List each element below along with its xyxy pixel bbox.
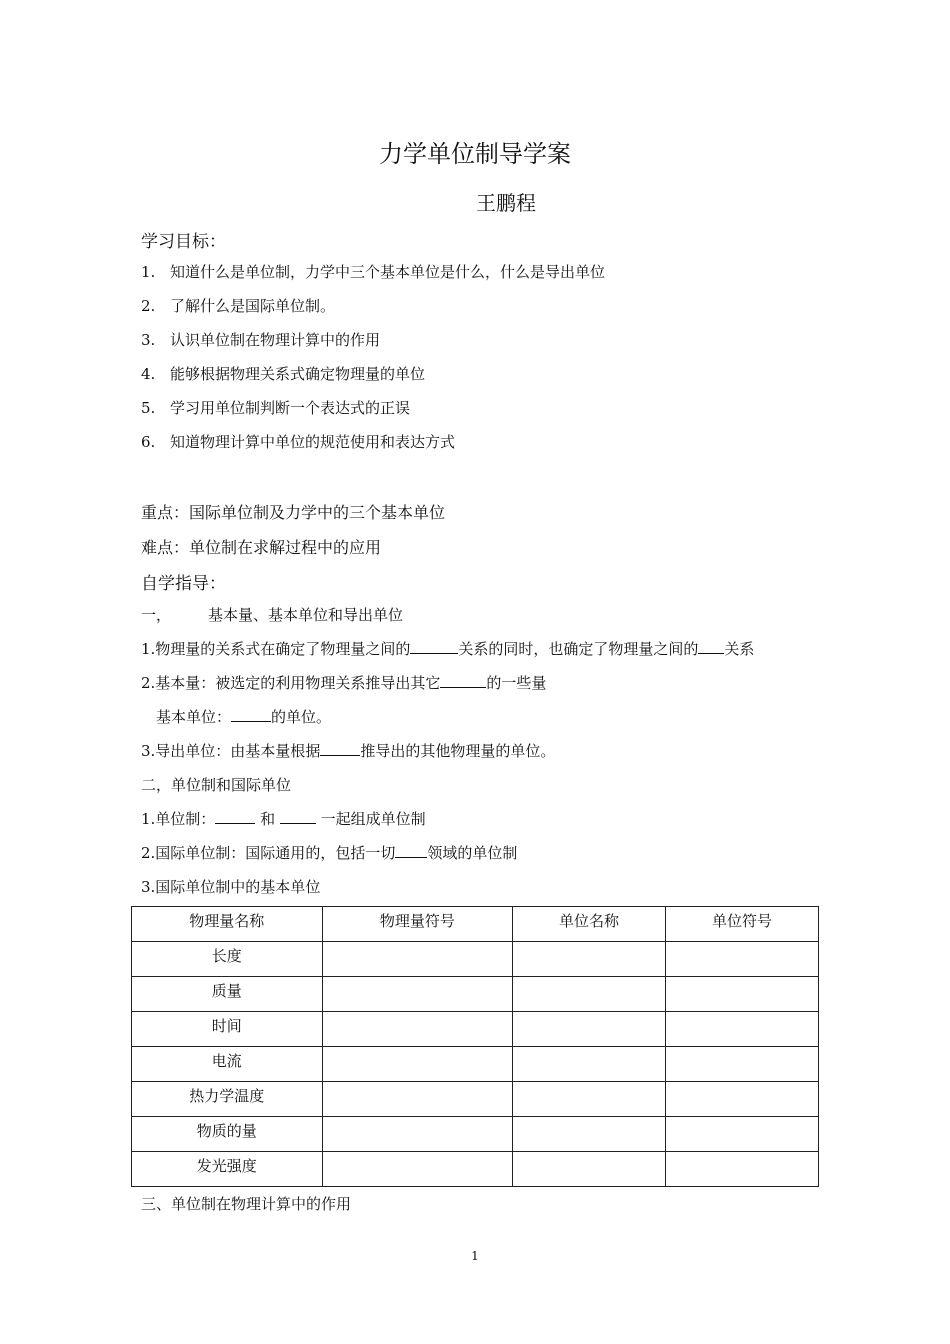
difficulty: 难点：单位制在求解过程中的应用 xyxy=(141,538,382,557)
table-row xyxy=(132,1117,819,1152)
document-title: 力学单位制导学案 xyxy=(379,140,571,168)
table-row xyxy=(132,1012,819,1047)
objective-item: 1. 知道什么是单位制，力学中三个基本单位是什么，什么是导出单位 xyxy=(141,263,606,281)
author-name: 王鹏程 xyxy=(476,191,536,215)
blank-cell[interactable] xyxy=(666,1117,819,1152)
section-2-question-3: 3.国际单位制中的基本单位 xyxy=(141,878,321,896)
column-header: 单位名称 xyxy=(513,907,666,942)
objective-item: 3. 认识单位制在物理计算中的作用 xyxy=(141,331,381,349)
objective-item: 4. 能够根据物理关系式确定物理量的单位 xyxy=(141,365,426,383)
quantity-name-cell: 质量 xyxy=(132,977,323,1012)
blank-cell[interactable] xyxy=(666,977,819,1012)
si-base-units-table xyxy=(131,906,819,1187)
blank-cell[interactable] xyxy=(513,1152,666,1187)
guide-heading: 自学指导： xyxy=(141,574,226,594)
column-header: 物理量符号 xyxy=(322,907,513,942)
objective-item: 6. 知道物理计算中单位的规范使用和表达方式 xyxy=(141,433,456,451)
page-number: 1 xyxy=(471,1249,479,1263)
quantity-name-cell: 热力学温度 xyxy=(132,1082,323,1117)
fill-blank[interactable] xyxy=(410,639,458,654)
table-row xyxy=(132,1047,819,1082)
blank-cell[interactable] xyxy=(513,942,666,977)
section-2-heading: 二，单位制和国际单位 xyxy=(141,776,292,794)
blank-cell[interactable] xyxy=(322,1117,513,1152)
quantity-name-cell: 发光强度 xyxy=(132,1152,323,1187)
question-2-sub: 基本单位： 的单位。 xyxy=(156,708,332,726)
column-header: 物理量名称 xyxy=(132,907,323,942)
blank-cell[interactable] xyxy=(322,1082,513,1117)
fill-blank[interactable] xyxy=(395,843,427,858)
blank-cell[interactable] xyxy=(666,1152,819,1187)
blank-cell[interactable] xyxy=(322,977,513,1012)
blank-cell[interactable] xyxy=(322,1152,513,1187)
objective-item: 2. 了解什么是国际单位制。 xyxy=(141,297,336,315)
table-row xyxy=(132,977,819,1012)
quantity-name-cell: 物质的量 xyxy=(132,1117,323,1152)
quantity-name-cell: 长度 xyxy=(132,942,323,977)
question-2: 2.基本量：被选定的利用物理关系推导出其它 的一些量 xyxy=(141,674,547,692)
table-row xyxy=(132,1152,819,1187)
blank-cell[interactable] xyxy=(666,1012,819,1047)
quantity-name-cell: 电流 xyxy=(132,1047,323,1082)
fill-blank[interactable] xyxy=(215,809,255,824)
table-header-row xyxy=(132,907,819,942)
section-2-question-1: 1.单位制： 和 一起组成单位制 xyxy=(141,810,426,828)
blank-cell[interactable] xyxy=(322,942,513,977)
section-1-heading: 一， 基本量、基本单位和导出单位 xyxy=(141,606,404,624)
blank-cell[interactable] xyxy=(666,942,819,977)
fill-blank[interactable] xyxy=(280,809,316,824)
table-row xyxy=(132,1082,819,1117)
column-header: 单位符号 xyxy=(666,907,819,942)
objective-item: 5. 学习用单位制判断一个表达式的正误 xyxy=(141,399,411,417)
blank-cell[interactable] xyxy=(513,977,666,1012)
key-point: 重点：国际单位制及力学中的三个基本单位 xyxy=(141,503,446,522)
blank-cell[interactable] xyxy=(322,1012,513,1047)
blank-cell[interactable] xyxy=(322,1047,513,1082)
question-1: 1.物理量的关系式在确定了物理量之间的 关系的同时，也确定了物理量之间的 关系 xyxy=(141,640,755,658)
section-3-heading: 三、单位制在物理计算中的作用 xyxy=(141,1195,352,1213)
blank-cell[interactable] xyxy=(513,1117,666,1152)
blank-cell[interactable] xyxy=(513,1047,666,1082)
blank-cell[interactable] xyxy=(666,1047,819,1082)
quantity-name-cell: 时间 xyxy=(132,1012,323,1047)
fill-blank[interactable] xyxy=(320,741,360,756)
fill-blank[interactable] xyxy=(440,673,486,688)
fill-blank[interactable] xyxy=(698,639,724,654)
blank-cell[interactable] xyxy=(513,1012,666,1047)
section-2-question-2: 2.国际单位制：国际通用的，包括一切 领域的单位制 xyxy=(141,844,518,862)
objectives-heading: 学习目标： xyxy=(141,232,226,252)
table-row xyxy=(132,942,819,977)
blank-cell[interactable] xyxy=(513,1082,666,1117)
question-3: 3.导出单位：由基本量根据 推导出的其他物理量的单位。 xyxy=(141,742,556,760)
fill-blank[interactable] xyxy=(231,707,271,722)
blank-cell[interactable] xyxy=(666,1082,819,1117)
